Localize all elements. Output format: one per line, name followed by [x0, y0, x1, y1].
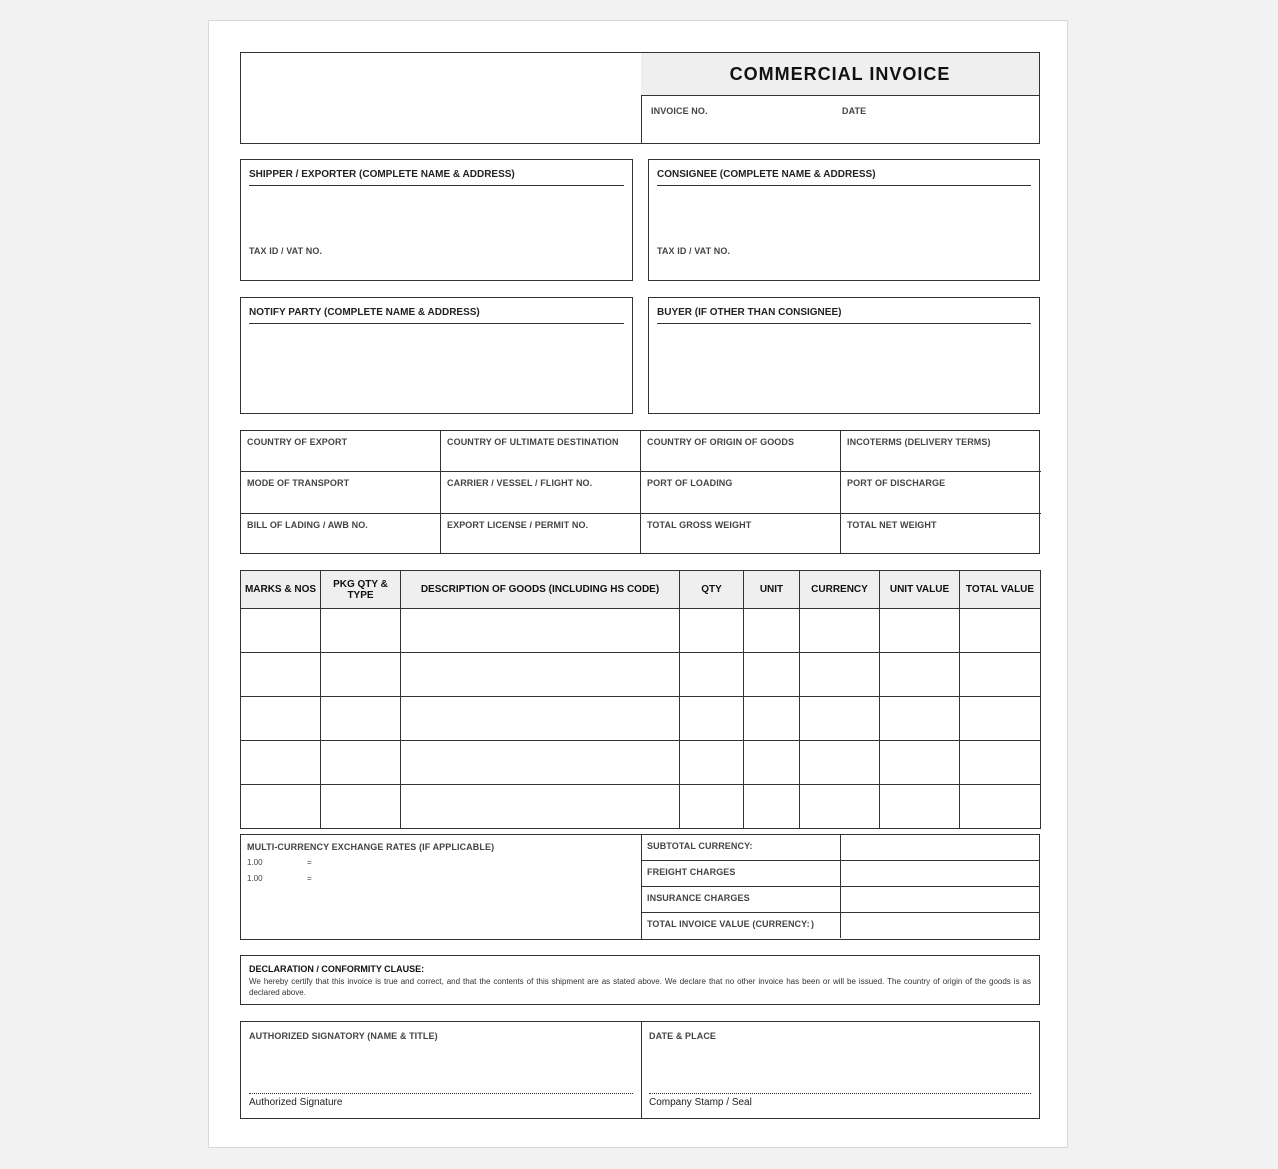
invoice-page — [208, 20, 1068, 1148]
field-total-net-weight[interactable] — [841, 514, 1041, 553]
signature-caption: Authorized Signature — [249, 1097, 343, 1108]
table-cell[interactable] — [800, 741, 880, 785]
table-cell[interactable] — [241, 697, 321, 741]
exchange-rate-row — [247, 858, 312, 867]
table-cell[interactable] — [960, 653, 1041, 697]
column-header-marks-nos: MARKS & NOS — [241, 571, 321, 609]
table-cell[interactable] — [680, 609, 744, 653]
freight-label: FREIGHT CHARGES — [647, 861, 841, 886]
field-bill-of-lading-awb-no[interactable] — [241, 514, 441, 553]
field-label: INCOTERMS (DELIVERY TERMS) — [847, 437, 991, 447]
stamp-caption: Company Stamp / Seal — [649, 1097, 752, 1108]
table-cell[interactable] — [800, 609, 880, 653]
table-cell[interactable] — [744, 609, 800, 653]
field-carrier-vessel-flight-no[interactable] — [441, 472, 641, 514]
table-cell[interactable] — [401, 785, 680, 829]
goods-table — [240, 570, 1041, 829]
field-label: PORT OF LOADING — [647, 478, 733, 488]
totals-section — [240, 834, 1040, 940]
consignee-title: CONSIGNEE (COMPLETE NAME & ADDRESS) — [657, 169, 1031, 186]
column-header-unit-value: UNIT VALUE — [880, 571, 960, 609]
freight-row — [641, 861, 1039, 887]
rate-equals: = — [307, 858, 312, 867]
field-total-gross-weight[interactable] — [641, 514, 841, 553]
table-cell[interactable] — [744, 741, 800, 785]
shipper-title: SHIPPER / EXPORTER (COMPLETE NAME & ADDRESS) — [249, 169, 624, 186]
field-incoterms-delivery-terms[interactable] — [841, 431, 1041, 472]
consignee-tax-label: TAX ID / VAT NO. — [657, 246, 731, 256]
field-label: PORT OF DISCHARGE — [847, 478, 946, 488]
field-label: MODE OF TRANSPORT — [247, 478, 350, 488]
table-cell[interactable] — [800, 653, 880, 697]
table-cell[interactable] — [401, 609, 680, 653]
logo-area[interactable] — [241, 53, 642, 143]
table-cell[interactable] — [880, 609, 960, 653]
subtotal-row — [641, 835, 1039, 861]
table-cell[interactable] — [960, 785, 1041, 829]
column-header-total-value: TOTAL VALUE — [960, 571, 1041, 609]
table-cell[interactable] — [960, 697, 1041, 741]
table-cell[interactable] — [401, 741, 680, 785]
column-header-pkg-qty-type: PKG QTY & TYPE — [321, 571, 401, 609]
table-cell[interactable] — [241, 653, 321, 697]
table-cell[interactable] — [960, 741, 1041, 785]
signature-line — [249, 1093, 633, 1094]
notify-party-title: NOTIFY PARTY (COMPLETE NAME & ADDRESS) — [249, 307, 624, 324]
table-cell[interactable] — [241, 741, 321, 785]
table-cell[interactable] — [880, 741, 960, 785]
goods-header-row — [241, 571, 1041, 609]
table-cell[interactable] — [401, 653, 680, 697]
declaration-text: We hereby certify that this invoice is true and correct, and that the contents of this shipment are as stated above. We declare that no other invoice has been or will be issued. The country of origin of the goods is as declared above. — [249, 977, 1031, 997]
total-invoice-row — [641, 913, 1039, 939]
exchange-rate-row — [247, 874, 312, 883]
signature-section — [240, 1021, 1040, 1119]
invoice-header — [240, 52, 1040, 144]
field-country-of-ultimate-destination[interactable] — [441, 431, 641, 472]
column-header-qty: QTY — [680, 571, 744, 609]
field-label: BILL OF LADING / AWB NO. — [247, 520, 368, 530]
total-invoice-label-close: ) — [811, 919, 815, 929]
buyer-box[interactable] — [648, 297, 1040, 414]
rate-equals: = — [307, 874, 312, 883]
field-label: EXPORT LICENSE / PERMIT NO. — [447, 520, 589, 530]
exchange-rates-area[interactable] — [241, 835, 642, 939]
table-cell[interactable] — [880, 697, 960, 741]
insurance-row — [641, 887, 1039, 913]
table-cell[interactable] — [680, 785, 744, 829]
field-label: TOTAL GROSS WEIGHT — [647, 520, 752, 530]
declaration-box — [240, 955, 1040, 1005]
table-cell[interactable] — [321, 653, 401, 697]
field-country-of-export[interactable] — [241, 431, 441, 472]
field-label: COUNTRY OF ULTIMATE DESTINATION — [447, 437, 619, 447]
authorized-signatory-area[interactable] — [241, 1022, 642, 1118]
table-cell[interactable] — [321, 697, 401, 741]
field-port-of-loading[interactable] — [641, 472, 841, 514]
buyer-title: BUYER (IF OTHER THAN CONSIGNEE) — [657, 307, 1031, 324]
subtotal-label: SUBTOTAL CURRENCY: — [647, 835, 841, 860]
column-header-currency: CURRENCY — [800, 571, 880, 609]
field-port-of-discharge[interactable] — [841, 472, 1041, 514]
date-place-area[interactable] — [641, 1022, 1039, 1118]
field-country-of-origin-of-goods[interactable] — [641, 431, 841, 472]
table-cell[interactable] — [401, 697, 680, 741]
field-mode-of-transport[interactable] — [241, 472, 441, 514]
notify-party-box[interactable] — [240, 297, 633, 414]
authorized-signatory-label: AUTHORIZED SIGNATORY (NAME & TITLE) — [249, 1031, 438, 1041]
total-invoice-label — [647, 913, 841, 938]
column-header-description-of-goods-including-hs-code: DESCRIPTION OF GOODS (INCLUDING HS CODE) — [401, 571, 680, 609]
insurance-label: INSURANCE CHARGES — [647, 887, 841, 912]
total-invoice-label-text: TOTAL INVOICE VALUE (CURRENCY: — [647, 919, 810, 929]
table-row — [241, 697, 1041, 741]
table-cell[interactable] — [241, 785, 321, 829]
rate-value: 1.00 — [247, 858, 263, 867]
table-cell[interactable] — [800, 785, 880, 829]
declaration-title: DECLARATION / CONFORMITY CLAUSE: — [249, 964, 425, 974]
table-cell[interactable] — [960, 609, 1041, 653]
table-cell[interactable] — [744, 653, 800, 697]
field-label: COUNTRY OF EXPORT — [247, 437, 348, 447]
table-cell[interactable] — [880, 653, 960, 697]
stamp-line — [649, 1093, 1031, 1094]
shipping-details-grid — [240, 430, 1040, 554]
table-cell[interactable] — [880, 785, 960, 829]
table-cell[interactable] — [680, 697, 744, 741]
shipper-box[interactable] — [240, 159, 633, 281]
rate-value: 1.00 — [247, 874, 263, 883]
table-row — [241, 653, 1041, 697]
table-cell[interactable] — [321, 609, 401, 653]
table-cell[interactable] — [680, 741, 744, 785]
table-row — [241, 741, 1041, 785]
table-cell[interactable] — [800, 697, 880, 741]
field-label: CARRIER / VESSEL / FLIGHT NO. — [447, 478, 593, 488]
invoice-no-label: INVOICE NO. — [651, 106, 708, 116]
table-cell[interactable] — [680, 653, 744, 697]
consignee-box[interactable] — [648, 159, 1040, 281]
table-cell[interactable] — [321, 785, 401, 829]
date-label: DATE — [842, 106, 867, 116]
field-export-license-permit-no[interactable] — [441, 514, 641, 553]
exchange-rates-title: MULTI-CURRENCY EXCHANGE RATES (IF APPLICABLE) — [247, 842, 495, 852]
table-row — [241, 785, 1041, 829]
date-place-label: DATE & PLACE — [649, 1031, 717, 1041]
table-cell[interactable] — [241, 609, 321, 653]
table-cell[interactable] — [744, 697, 800, 741]
table-row — [241, 609, 1041, 653]
shipper-tax-label: TAX ID / VAT NO. — [249, 246, 323, 256]
table-cell[interactable] — [321, 741, 401, 785]
document-title: COMMERCIAL INVOICE — [641, 53, 1039, 96]
field-label: COUNTRY OF ORIGIN OF GOODS — [647, 437, 795, 447]
column-header-unit: UNIT — [744, 571, 800, 609]
table-cell[interactable] — [744, 785, 800, 829]
field-label: TOTAL NET WEIGHT — [847, 520, 937, 530]
